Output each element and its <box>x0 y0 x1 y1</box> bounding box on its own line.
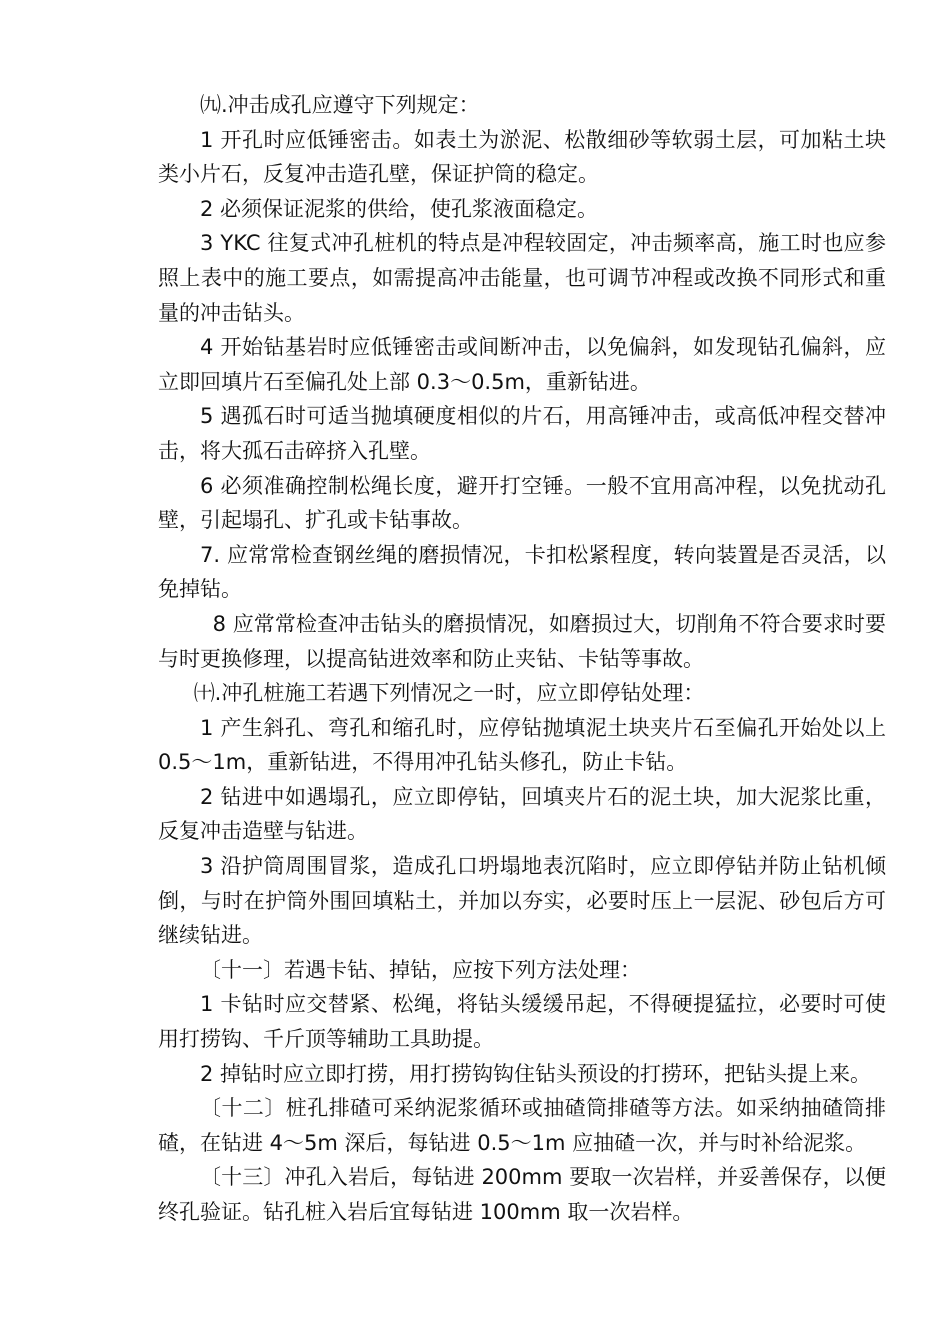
paragraph: 6 必须准确控制松绳长度，避开打空锤。一般不宜用高冲程，以免扰动孔壁，引起塌孔、扩孔或卡钻事故。 <box>158 473 886 533</box>
paragraph: 3 沿护筒周围冒浆，造成孔口坍塌地表沉陷时，应立即停钻并防止钻机倾倒，与时在护筒外围回填粘土，并加以夯实，必要时压上一层泥、砂包后方可继续钻进。 <box>158 854 886 948</box>
section-paragraph-12: 〔十二〕桩孔排碴可采纳泥浆循环或抽碴筒排碴等方法。如采纳抽碴筒排碴，在钻进 4～5m 深后，每钻进 0.5～1m 应抽碴一次，并与时补给泥浆。 <box>158 1096 886 1155</box>
paragraph: 2 必须保证泥浆的供给，使孔浆液面稳定。 <box>200 196 599 221</box>
paragraph: 1 开孔时应低锤密击。如表土为淤泥、松散细砂等软弱土层，可加粘土块类小片石，反复冲击造孔壁，保证护筒的稳定。 <box>158 127 886 187</box>
section-heading-11: 〔十一〕若遇卡钻、掉钻，应按下列方法处理： <box>200 957 641 982</box>
section-heading-10: ㈩.冲孔桩施工若遇下列情况之一时，应立即停钻处理： <box>193 681 705 706</box>
section-heading-9: ㈨.冲击成孔应遵守下列规定： <box>200 93 480 117</box>
paragraph: 5 遇孤石时可适当抛填硬度相似的片石，用高锤冲击，或高低冲程交替冲击，将大孤石击碎挤入孔壁。 <box>158 404 886 463</box>
paragraph: 2 掉钻时应立即打捞，用打捞钩钩住钻头预设的打捞环，把钻头提上来。 <box>200 1061 872 1086</box>
document-page <box>158 88 886 1230</box>
paragraph: 1 产生斜孔、弯孔和缩孔时，应停钻抛填泥土块夹片石至偏孔开始处以上 0.5～1m，重新钻进，不得用冲孔钻头修孔，防止卡钻。 <box>158 715 886 775</box>
paragraph: 3 YKC 往复式冲孔桩机的特点是冲程较固定，冲击频率高，施工时也应参照上表中的施工要点，如需提高冲击能量，也可调节冲程或改换不同形式和重量的冲击钻头。 <box>158 231 886 325</box>
paragraph: 7. 应常常检查钢丝绳的磨损情况，卡扣松紧程度，转向装置是否灵活，以免掉钻。 <box>158 542 886 602</box>
paragraph: 8 应常常检查冲击钻头的磨损情况，如磨损过大，切削角不符合要求时要与时更换修理，以提高钻进效率和防止夹钻、卡钻等事故。 <box>158 611 886 671</box>
paragraph: 4 开始钻基岩时应低锤密击或间断冲击，以免偏斜，如发现钻孔偏斜，应立即回填片石至偏孔处上部 0.3～0.5m，重新钻进。 <box>158 335 886 394</box>
section-paragraph-13: 〔十三〕冲孔入岩后，每钻进 200mm 要取一次岩样，并妥善保存，以便终孔验证。钻孔桩入岩后宜每钻进 100mm 取一次岩样。 <box>158 1165 886 1224</box>
paragraph: 2 钻进中如遇塌孔，应立即停钻，回填夹片石的泥土块，加大泥浆比重，反复冲击造壁与钻进。 <box>158 784 886 844</box>
paragraph: 1 卡钻时应交替紧、松绳，将钻头缓缓吊起，不得硬提猛拉，必要时可使用打捞钩、千斤顶等辅助工具助提。 <box>158 992 886 1052</box>
